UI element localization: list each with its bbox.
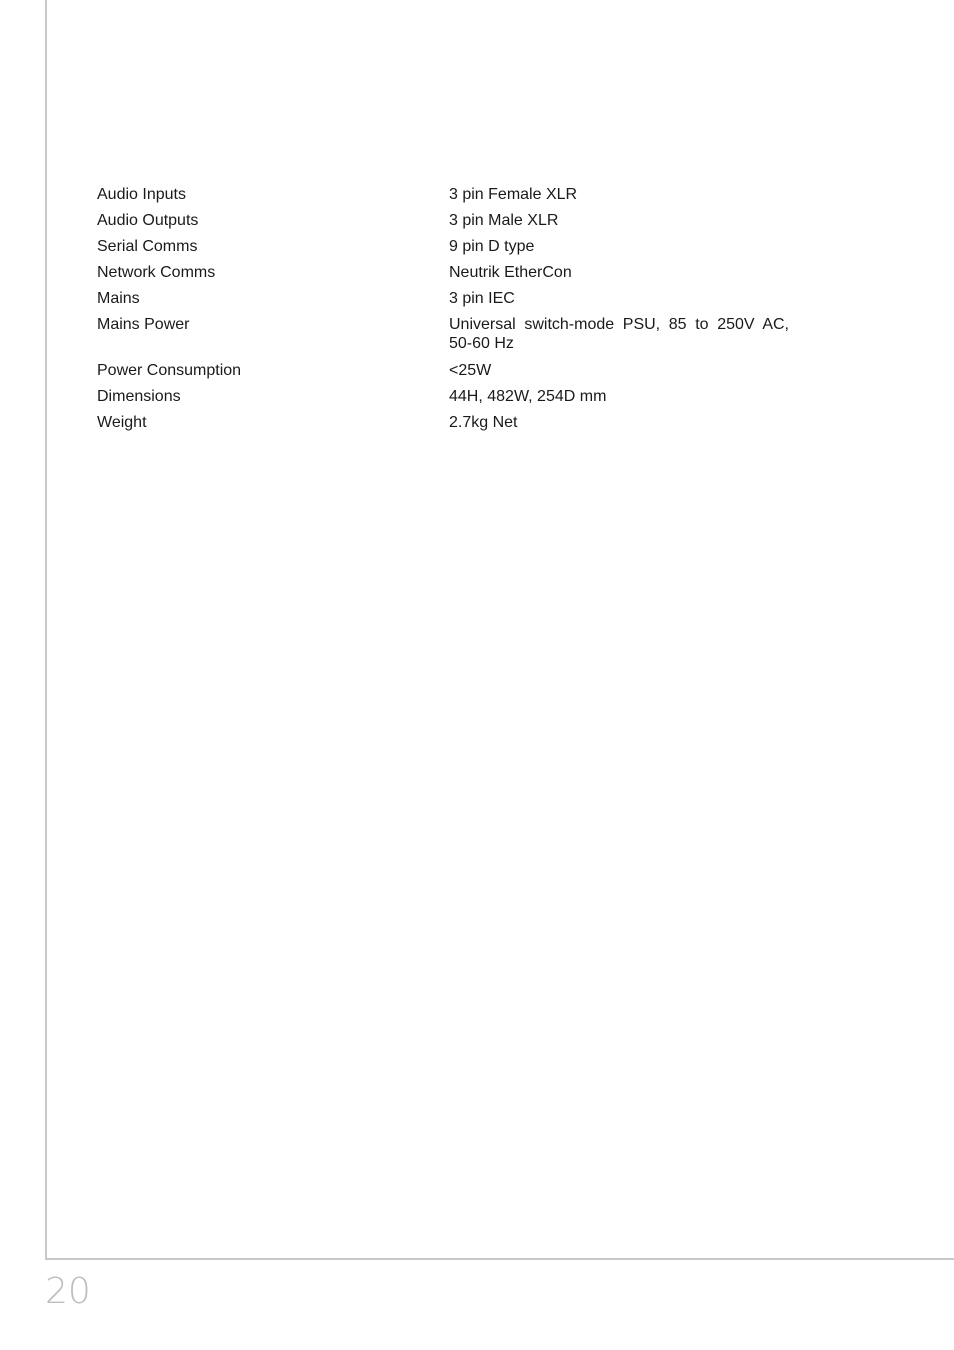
spec-row-network-comms [97, 263, 797, 282]
spec-row-audio-inputs [97, 185, 797, 204]
spec-label: Power Consumption [97, 362, 242, 379]
spec-row-weight [97, 413, 797, 432]
spec-value: 3 pin Male XLR [449, 212, 559, 229]
spec-value-line: 50-60 Hz [449, 335, 514, 352]
spec-row-mains-power [97, 315, 797, 353]
spec-value: <25W [449, 362, 492, 379]
spec-row-serial-comms [97, 237, 797, 256]
page-number: 20 [45, 1271, 91, 1312]
spec-row-power-consumption [97, 361, 797, 380]
spec-row-dimensions [97, 387, 797, 406]
spec-value: 9 pin D type [449, 238, 535, 255]
spec-value: 44H, 482W, 254D mm [449, 388, 607, 405]
spec-value: 3 pin Female XLR [449, 186, 578, 203]
spec-value-line: Universal switch-mode PSU, 85 to 250V AC, [449, 316, 789, 333]
spec-label: Dimensions [97, 388, 181, 405]
page-frame-left-rule [45, 0, 47, 1259]
spec-row-audio-outputs [97, 211, 797, 230]
spec-label: Weight [97, 414, 147, 431]
spec-label: Network Comms [97, 264, 216, 281]
spec-label: Audio Inputs [97, 186, 186, 203]
specifications-table [97, 185, 797, 439]
spec-value: 3 pin IEC [449, 290, 515, 307]
spec-label: Mains [97, 290, 140, 307]
page-frame-bottom-rule [45, 1258, 954, 1260]
spec-value: 2.7kg Net [449, 414, 518, 431]
spec-value-multiline [449, 315, 789, 353]
spec-value: Neutrik EtherCon [449, 264, 572, 281]
spec-label: Audio Outputs [97, 212, 199, 229]
spec-label: Serial Comms [97, 238, 198, 255]
spec-label: Mains Power [97, 316, 190, 333]
spec-row-mains [97, 289, 797, 308]
